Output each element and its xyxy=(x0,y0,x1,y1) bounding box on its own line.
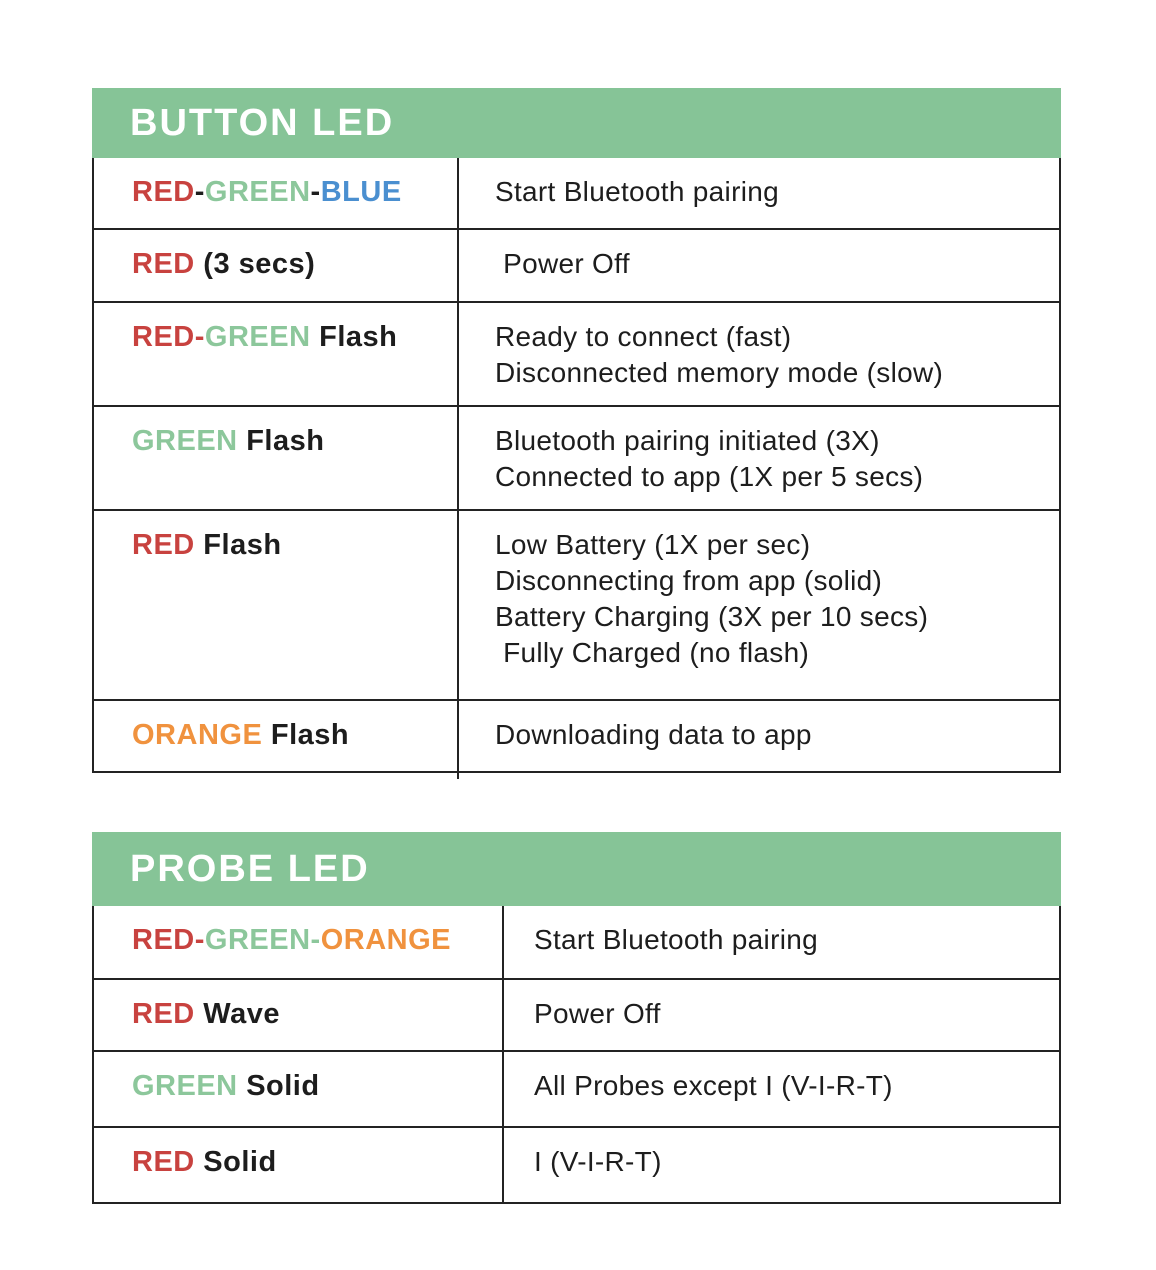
led-pattern-cell xyxy=(94,906,504,978)
meaning-cell xyxy=(459,158,1059,228)
meaning-line: Downloading data to app xyxy=(495,719,812,750)
button-led-title: BUTTON LED xyxy=(130,101,395,144)
led-pattern-part: GREEN xyxy=(204,321,311,353)
led-pattern-part: (3 secs) xyxy=(194,248,316,280)
button-led-header xyxy=(92,88,1061,158)
led-pattern-part: - xyxy=(194,321,205,353)
meaning-cell xyxy=(459,701,1059,771)
meaning-line: Ready to connect (fast) xyxy=(495,321,792,352)
led-pattern-part: GREEN xyxy=(204,924,311,956)
led-pattern-cell xyxy=(94,511,459,699)
meaning-line: Start Bluetooth pairing xyxy=(534,924,818,955)
led-pattern-part: Flash xyxy=(310,321,398,353)
led-pattern-part: Flash xyxy=(237,425,325,457)
table-row xyxy=(94,158,1059,228)
table-row xyxy=(94,509,1059,699)
led-pattern-cell xyxy=(94,230,459,301)
meaning-cell xyxy=(459,407,1059,509)
meaning-line: Power Off xyxy=(534,998,661,1029)
table-row xyxy=(94,1050,1059,1126)
meaning-line: Disconnecting from app (solid) xyxy=(495,565,883,596)
led-pattern-cell xyxy=(94,980,504,1050)
led-pattern-part: RED xyxy=(132,529,195,561)
led-pattern-cell xyxy=(94,1052,504,1126)
table-row xyxy=(94,978,1059,1050)
probe-led-header xyxy=(92,832,1061,906)
led-pattern-part: - xyxy=(310,924,321,956)
led-pattern-part: RED xyxy=(132,321,195,353)
button-led-table xyxy=(92,88,1061,773)
led-pattern-part: RED xyxy=(132,998,195,1030)
meaning-cell xyxy=(504,980,1059,1050)
probe-led-table xyxy=(92,832,1061,1204)
meaning-line: Battery Charging (3X per 10 secs) xyxy=(495,601,929,632)
led-pattern-part: - xyxy=(194,176,205,208)
meaning-line: Low Battery (1X per sec) xyxy=(495,529,811,560)
meaning-cell xyxy=(459,511,1059,699)
led-pattern-cell xyxy=(94,701,459,771)
table-row xyxy=(94,699,1059,771)
led-pattern-part: RED xyxy=(132,176,195,208)
table-row xyxy=(94,405,1059,509)
button-led-body xyxy=(92,158,1061,773)
meaning-line: All Probes except I (V-I-R-T) xyxy=(534,1070,893,1101)
led-pattern-part: - xyxy=(194,924,205,956)
meaning-cell xyxy=(504,1128,1059,1202)
led-pattern-part: RED xyxy=(132,248,195,280)
table-row xyxy=(94,906,1059,978)
meaning-line: Bluetooth pairing initiated (3X) xyxy=(495,425,880,456)
table-row xyxy=(94,1126,1059,1202)
meaning-line: Connected to app (1X per 5 secs) xyxy=(495,461,924,492)
led-pattern-part: BLUE xyxy=(320,176,402,208)
table-row xyxy=(94,301,1059,405)
meaning-cell xyxy=(504,1052,1059,1126)
meaning-line: Start Bluetooth pairing xyxy=(495,176,779,207)
led-pattern-part: RED xyxy=(132,924,195,956)
meaning-line: Fully Charged (no flash) xyxy=(495,637,810,668)
probe-led-body xyxy=(92,906,1061,1204)
led-pattern-part: Flash xyxy=(194,529,282,561)
meaning-cell xyxy=(459,303,1059,405)
meaning-line: Disconnected memory mode (slow) xyxy=(495,357,944,388)
meaning-line: I (V-I-R-T) xyxy=(534,1146,662,1177)
meaning-cell xyxy=(459,230,1059,301)
table-row xyxy=(94,228,1059,301)
led-pattern-part: ORANGE xyxy=(132,719,263,751)
led-pattern-part: GREEN xyxy=(132,425,238,457)
probe-led-title: PROBE LED xyxy=(130,847,370,890)
led-pattern-part: Flash xyxy=(262,719,350,751)
led-pattern-part: GREEN xyxy=(204,176,311,208)
led-pattern-part: RED xyxy=(132,1146,195,1178)
led-pattern-part: GREEN xyxy=(132,1070,238,1102)
meaning-cell xyxy=(504,906,1059,978)
led-pattern-cell xyxy=(94,1128,504,1202)
led-pattern-cell xyxy=(94,407,459,509)
meaning-line: Power Off xyxy=(495,248,630,279)
led-pattern-part: - xyxy=(310,176,321,208)
led-pattern-part: Solid xyxy=(237,1070,320,1102)
led-pattern-part: ORANGE xyxy=(320,924,452,956)
led-pattern-cell xyxy=(94,158,459,228)
led-pattern-cell xyxy=(94,303,459,405)
led-pattern-part: Wave xyxy=(194,998,280,1030)
led-pattern-part: Solid xyxy=(194,1146,277,1178)
